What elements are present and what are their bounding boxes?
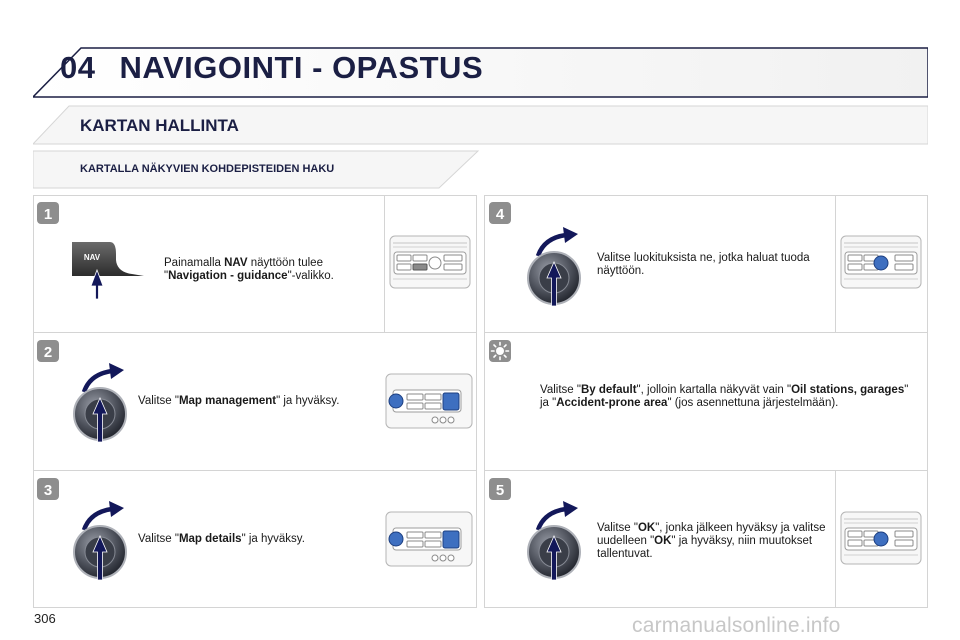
emphasized-term: OK [637, 522, 656, 534]
text-run: Valitse luokituksista ne, jotka haluat tuoda näyttöön. [597, 252, 810, 277]
emphasized-term: OK [654, 535, 672, 547]
step-badge-5 [488, 477, 512, 501]
divider [485, 332, 927, 333]
text-run: näyttöön tulee [247, 257, 323, 269]
step-badge-1 [36, 201, 60, 225]
text-run: ", jolloin kartalla näkyvät vain " [636, 384, 792, 396]
watermark: carmanualsonline.info [632, 614, 841, 637]
chapter-title [60, 50, 483, 86]
step-number: 4 [495, 206, 505, 223]
chapter-number: 04 [60, 50, 96, 85]
radio-panel-thumbnail [840, 232, 922, 292]
text-run: " (jos asennettuna järjestelmään). [667, 397, 839, 409]
divider [34, 332, 476, 333]
radio-panel-thumbnail [389, 232, 471, 292]
text-run: Valitse " [597, 522, 638, 534]
radio-panel-thumbnail [840, 508, 922, 568]
lightbulb-icon [488, 339, 512, 363]
text-run: " ja hyväksy, niin muutokset tallentuvat. [597, 535, 813, 560]
emphasized-term: Navigation - guidance [168, 270, 288, 282]
step-badge-2 [36, 339, 60, 363]
text-run: "-valikko. [287, 270, 334, 282]
step-number: 2 [43, 344, 53, 361]
divider [835, 471, 836, 607]
text-run: " ja hyväksy. [241, 533, 305, 545]
step-badge-4 [488, 201, 512, 225]
emphasized-term: NAV [224, 257, 248, 269]
emphasized-term: Map details [178, 533, 242, 545]
emphasized-term: By default [580, 384, 637, 396]
nav-button-label: NAV [83, 253, 101, 262]
emphasized-term: Oil stations, garages [791, 384, 905, 396]
divider [34, 470, 476, 471]
step-number: 3 [43, 482, 53, 499]
emphasized-term: Accident-prone area [556, 397, 668, 409]
tip-text [540, 384, 915, 410]
text-run: Valitse " [138, 395, 179, 407]
rotary-knob-illustration [68, 500, 138, 582]
step-number: 1 [43, 206, 53, 223]
rotary-knob-illustration [522, 500, 592, 582]
step-1-text [164, 257, 376, 283]
text-run: Painamalla [164, 257, 225, 269]
divider [835, 196, 836, 332]
nav-button-illustration [70, 240, 148, 300]
emphasized-term: Map management [178, 395, 277, 407]
radio-panel-thumbnail [385, 510, 473, 568]
step-badge-3 [36, 477, 60, 501]
text-run: " ja hyväksy. [276, 395, 340, 407]
text-run: " ja " [540, 384, 909, 409]
subsection-title: KARTALLA NÄKYVIEN KOHDEPISTEIDEN HAKU [80, 163, 335, 175]
divider [485, 470, 927, 471]
text-run: ", jonka jälkeen hyväksy ja valitse uudelleen " [597, 522, 826, 547]
text-run: Valitse " [138, 533, 179, 545]
rotary-knob-illustration [68, 362, 138, 444]
step-4-text [597, 252, 823, 278]
page-number: 306 [34, 611, 56, 626]
chapter-title-text: NAVIGOINTI - OPASTUS [119, 50, 484, 85]
text-run: " [164, 270, 169, 282]
step-5-text [597, 522, 827, 561]
divider [384, 196, 385, 332]
step-2-text [138, 395, 378, 408]
text-run: Valitse " [540, 384, 581, 396]
step-3-text [138, 533, 378, 546]
radio-panel-thumbnail [385, 372, 473, 430]
step-number: 5 [495, 482, 505, 499]
section-title: KARTAN HALLINTA [80, 116, 239, 135]
rotary-knob-illustration [522, 226, 592, 308]
